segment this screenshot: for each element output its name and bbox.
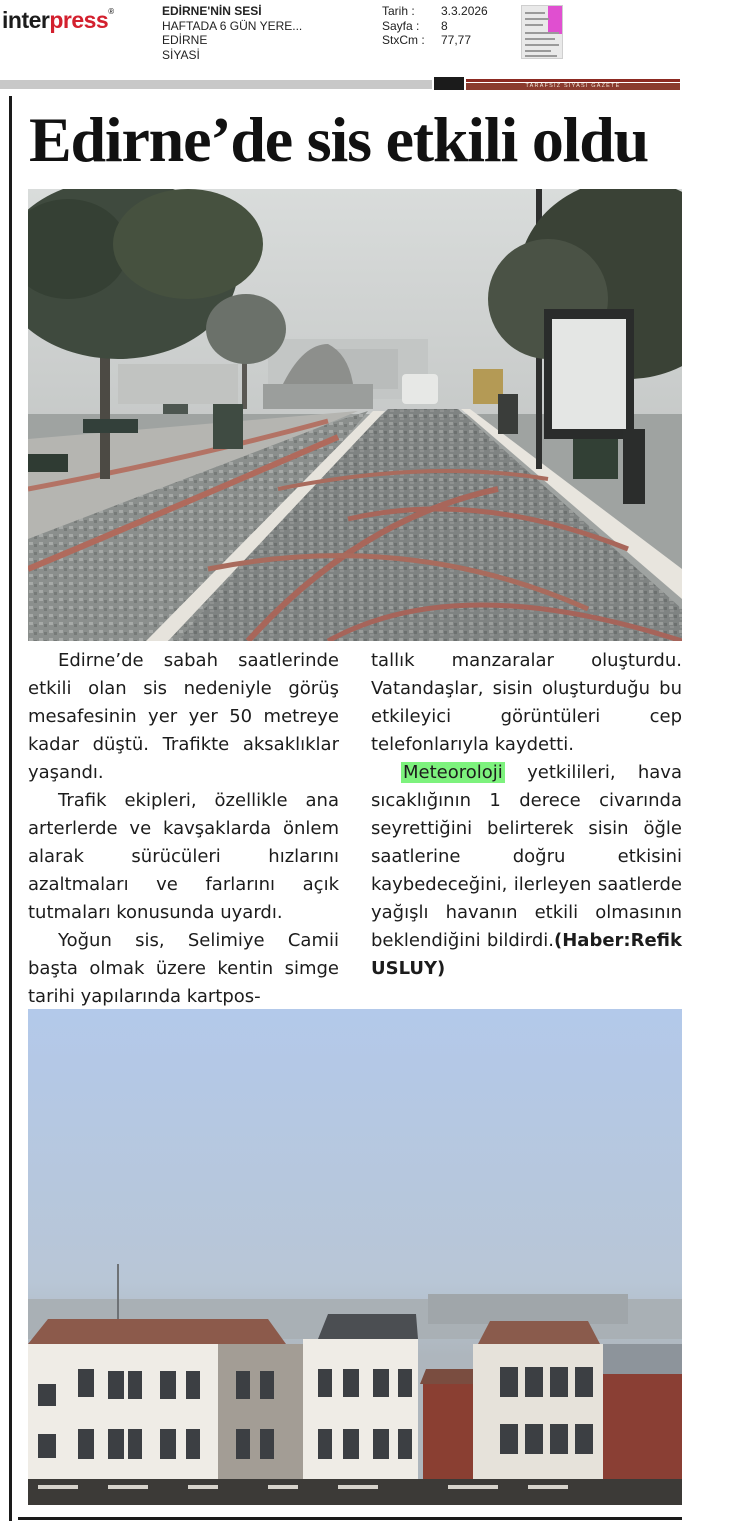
- paragraph-2: Trafik ekipleri, özellikle ana arterlerde ve kavşaklarda önlem alarak sürücüleri hızlarını azaltmaları ve farlarını açık tutmaları konusunda uyardı.: [28, 790, 339, 923]
- article-column-right: [371, 647, 682, 983]
- article-column-left: [28, 647, 339, 1011]
- bottom-page-rule: [18, 1517, 682, 1520]
- paragraph-3-continued: tallık manzaralar oluşturdu. Vatandaşlar, sisin oluşturduğu bu etkileyici görüntüleri cep telefonlarıyla kaydetti.: [371, 650, 682, 755]
- interpress-logo: interpress®: [2, 7, 114, 33]
- clipping-meta: [382, 4, 488, 48]
- article-headline: Edirne’de sis etkili oldu: [29, 104, 649, 175]
- masthead-fragment: [434, 73, 680, 91]
- paragraph-3: Yoğun sis, Selimiye Camii başta olmak üzere kentin simge tarihi yapılarında kartpos-: [28, 930, 339, 1007]
- meta-stxcm-row: StxCm : 77,77: [382, 33, 472, 47]
- publication-city: EDİRNE: [162, 33, 208, 47]
- highlighted-keyword: Meteoroloji: [403, 762, 503, 783]
- meta-date-row: Tarih : 3.3.2026: [382, 4, 488, 18]
- publication-category: SİYASİ: [162, 47, 200, 62]
- paragraph-1: Edirne’de sabah saatlerinde etkili olan sis nedeniyle görüş mesafesinin yer yer 50 metreye kadar düştü. Trafikte aksaklıklar yaşandı.: [28, 650, 339, 783]
- foggy-rooftops-photo: [28, 1009, 682, 1505]
- masthead-tagline: TARAFSIZ SİYASİ GAZETE: [525, 83, 621, 89]
- page-thumbnail[interactable]: [521, 5, 563, 59]
- header-divider: [0, 80, 432, 89]
- publication-info: [162, 4, 302, 62]
- foggy-square-photo: [28, 189, 682, 641]
- publication-frequency: HAFTADA 6 GÜN YERE...: [162, 18, 303, 33]
- paragraph-4: Meteoroloji yetkilileri, hava sıcaklığının 1 derece civarında seyrettiğini belirterek sisin öğle saatlerine doğru etkisini kaybedeceğini, ilerleyen saatlerde yağışlı havanın etkili olmasının beklendiğini bildirdi.(Haber:Refik USLUY): [371, 762, 682, 979]
- publication-name: EDİRNE'NİN SESİ: [162, 4, 262, 18]
- article-byline: (Haber:Refik USLUY): [371, 930, 682, 979]
- meta-page-row: Sayfa : 8: [382, 18, 448, 33]
- left-page-rule: [9, 96, 12, 1521]
